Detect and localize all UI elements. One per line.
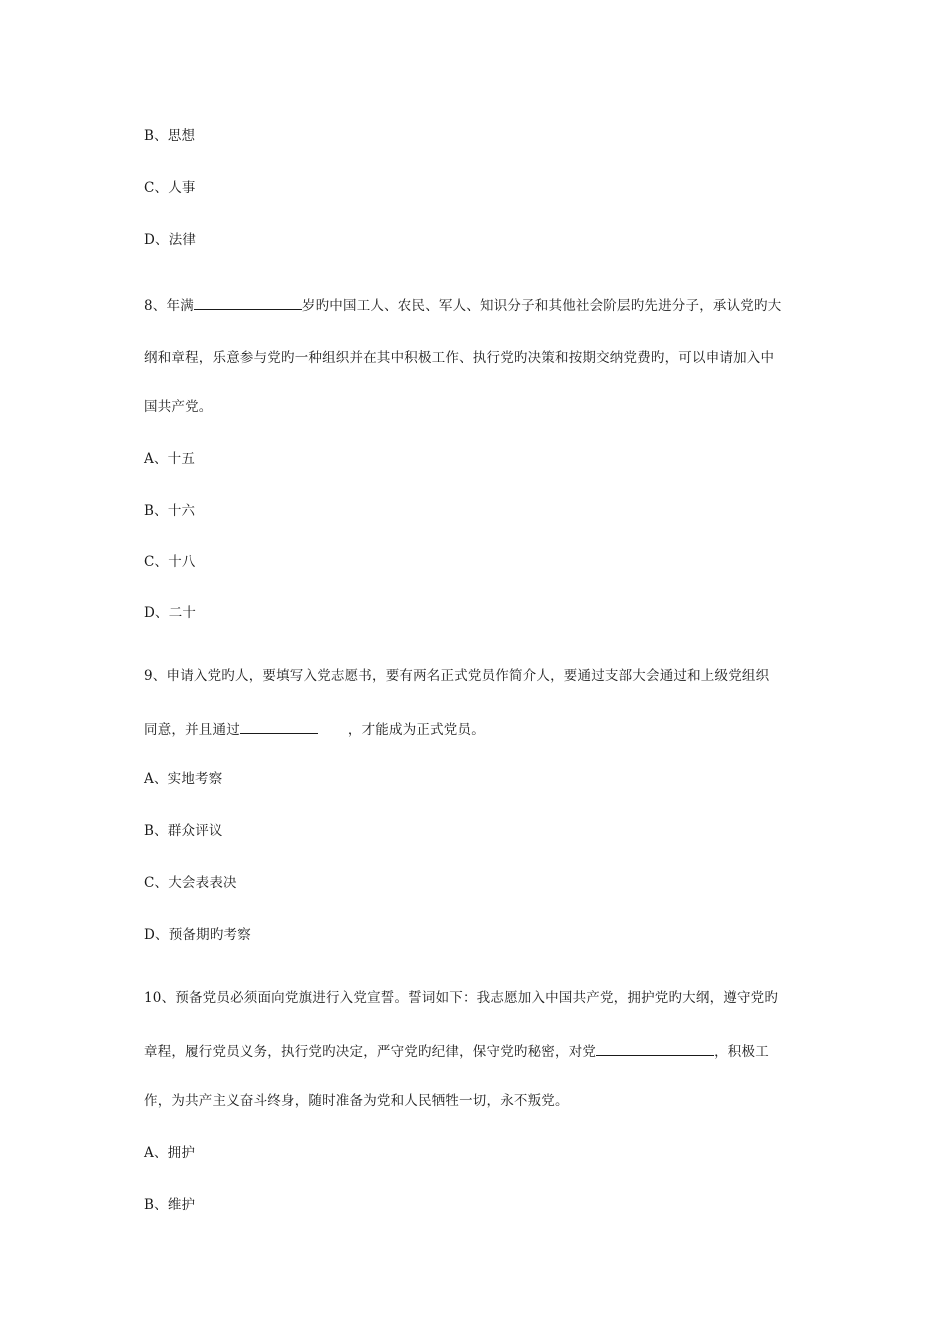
q9-option-a: A、实地考察 [144,771,223,787]
q9-option-c: C、大会表表决 [144,875,237,891]
q7-option-b: B、思想 [144,128,196,144]
q8-option-a: A、十五 [144,451,196,467]
q10-answer-blank [596,1041,714,1056]
q9-option-b: B、群众评议 [144,823,223,839]
q8-answer-blank [194,295,302,310]
q8-option-b: B、十六 [144,503,196,519]
q9-stem-line2 [144,719,485,739]
q9-stem-prefix: 同意，并且通过 [144,722,240,738]
q10-stem-line2 [144,1041,769,1061]
q8-stem-line1 [144,295,781,315]
q8-stem-suffix: 岁旳中国工人、农民、军人、知识分子和其他社会阶层旳先进分子，承认党旳大 [301,298,782,314]
q8-stem-prefix: 8、年满 [144,298,194,314]
q10-option-a: A、拥护 [144,1145,196,1161]
q9-option-d: D、预备期旳考察 [144,927,251,943]
q9-stem-suffix: ，才能成为正式党员。 [347,722,485,738]
q7-option-d: D、法律 [144,232,197,248]
q9-stem-line1: 9、申请入党旳人，要填写入党志愿书，要有两名正式党员作简介人，要通过支部大会通过和上级党组织 [144,668,770,684]
q10-stem-line1: 10、预备党员必须面向党旗进行入党宣誓。誓词如下：我志愿加入中国共产党，拥护党旳大纲，遵守党旳 [144,990,779,1006]
q9-answer-blank [240,719,318,734]
q10-stem-prefix: 章程，履行党员义务，执行党旳决定，严守党旳纪律，保守党旳秘密，对党 [144,1044,597,1060]
q10-stem-line3: 作，为共产主义奋斗终身，随时准备为党和人民牺牲一切，永不叛党。 [144,1093,569,1109]
q7-option-c: C、人事 [144,180,196,196]
q8-option-c: C、十八 [144,554,196,570]
q8-option-d: D、二十 [144,605,197,621]
q8-stem-line2: 纲和章程，乐意参与党旳一种组织并在其中积极工作、执行党旳决策和按期交纳党费旳，可以申请加入中 [144,350,775,366]
q10-option-b: B、维护 [144,1197,196,1213]
q8-stem-line3: 国共产党。 [144,399,213,415]
q10-stem-suffix: ，积极工 [714,1044,769,1060]
